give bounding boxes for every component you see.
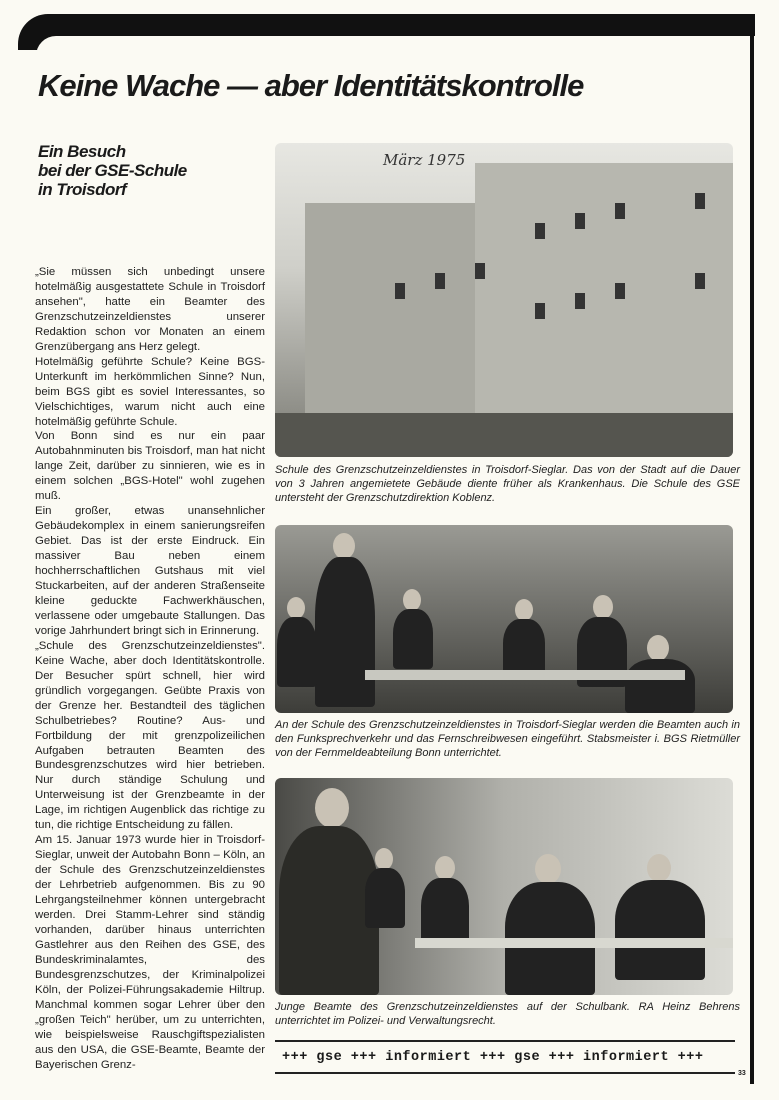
subtitle-line: in Troisdorf (38, 180, 127, 199)
photo-classroom-lecture (275, 778, 733, 995)
article-title: Keine Wache — aber Identitätskontrolle (38, 68, 584, 103)
photo-school-building (275, 143, 733, 457)
paragraph: Ein großer, etwas unansehnlicher Gebäudekomplex in einem sanierungsreifen Gebiet. Das ist der erste Eindruck. Ein massiver Bau neben einem hochherrschaftlichen Gutshaus mit viel Stuckarbeiten, auf der anderen Straßenseite kleine geduckte Fachwerkhäuschen, verlassene oder umgebaute Stallungen. Das vorige Jahrhundert bringt sich in Erinnerung. (35, 505, 265, 637)
handwritten-date-note: März 1975 (383, 151, 466, 169)
photo-caption: Schule des Grenzschutzeinzeldienstes in Troisdorf-Sieglar. Das von der Stadt auf die Dauer von 3 Jahren angemietete Gebäude diente früher als Krankenhaus. Die Schule des GSE untersteht der Grenzschutzdirektion Koblenz. (275, 464, 740, 504)
subtitle-line: bei der GSE-Schule (38, 161, 187, 180)
footer-rule-top (275, 1040, 735, 1042)
header-band (18, 14, 755, 50)
photo-caption: Junge Beamte des Grenzschutzeinzeldienstes auf der Schulbank. RA Heinz Behrens unterrichtet im Polizei- und Verwaltungsrecht. (275, 1001, 740, 1027)
page-border-line (750, 14, 754, 1084)
paragraph: Hotelmäßig geführte Schule? Keine BGS-Unterkunft im herkömmlichen Sinne? Nun, beim BGS gibt es soviel Interessantes, so Vielschichtiges, warum nicht auch eine hotelmäßig geführte Schule. (35, 355, 265, 428)
subtitle-line: Ein Besuch (38, 142, 126, 161)
paragraph: „Schule des Grenzschutzeinzeldienstes". Keine Wache, aber doch Identitätskontrolle. Der Besucher spürt schnell, hier wird gründlich vorgegangen. Geübte Praxis von der Grenze her. Bestandteil des täglichen Schulbetriebes? Routine? Aus- und Fortbildung der mit grenzpolizeilichen Aufgaben betrauten Beamten des Bundesgrenzschutzes wird hier betrieben. Nur durch ständige Schulung und Unterweisung ist der Grenzbeamte in der Lage, im richtigen Augenblick das richtige zu tun, die richtige Entscheidung zu fällen. (35, 639, 265, 832)
footer-banner: +++ gse +++ informiert +++ gse +++ informiert +++ (282, 1050, 704, 1065)
paragraph: Am 15. Januar 1973 wurde hier in Troisdorf-Sieglar, unweit der Autobahn Bonn – Köln, an der Schule des Grenzschutzeinzeldienstes der Lehrbetrieb aufgenommen. Bis zu 90 Lehrgangsteilnehmer können untergebracht werden. Drei Stamm-Lehrer sind ständig vorhanden, darüber hinaus unterrichten Gastlehrer aus den Reihen des GSE, des Bundeskriminalamtes, des Bundesgrenzschutzes, der Kriminalpolizei Köln, der Polizei-Führungsakademie Hiltrup. Manchmal kommen sogar Lehrer über den „großen Teich" herüber, um zu unterrichten, wie beispielsweise Rauschgiftspezialisten aus den USA, die GSE-Beamte, Beamte der Bayerischen Grenz- (35, 834, 265, 1071)
article-subtitle (38, 142, 187, 199)
paragraph: Von Bonn sind es nur ein paar Autobahnminuten bis Troisdorf, man hat nicht lange Zeit, darüber zu sinnieren, wie es in einem solchen „BGS-Hotel" wohl zugehen muß. (35, 430, 265, 503)
photo-caption: An der Schule des Grenzschutzeinzeldienstes in Troisdorf-Sieglar werden die Beamten auch in den Funksprechverkehr und das Fernschreibwesen eingeführt. Stabsmeister i. BGS Rietmüller von der Fernmeldeabteilung Bonn unterrichtet. (275, 719, 740, 759)
paragraph: „Sie müssen sich unbedingt unsere hotelmäßig ausgestattete Schule in Troisdorf ansehen", hatte ein Beamter des Grenzschutzeinzeldienstes unserer Redaktion schon vor Monaten an einem Grenzübergang ans Herz gelegt. (35, 266, 265, 353)
footer-rule-bottom (275, 1072, 735, 1074)
page-number: 33 (738, 1070, 746, 1077)
article-body (35, 265, 265, 1072)
photo-radio-class (275, 525, 733, 713)
